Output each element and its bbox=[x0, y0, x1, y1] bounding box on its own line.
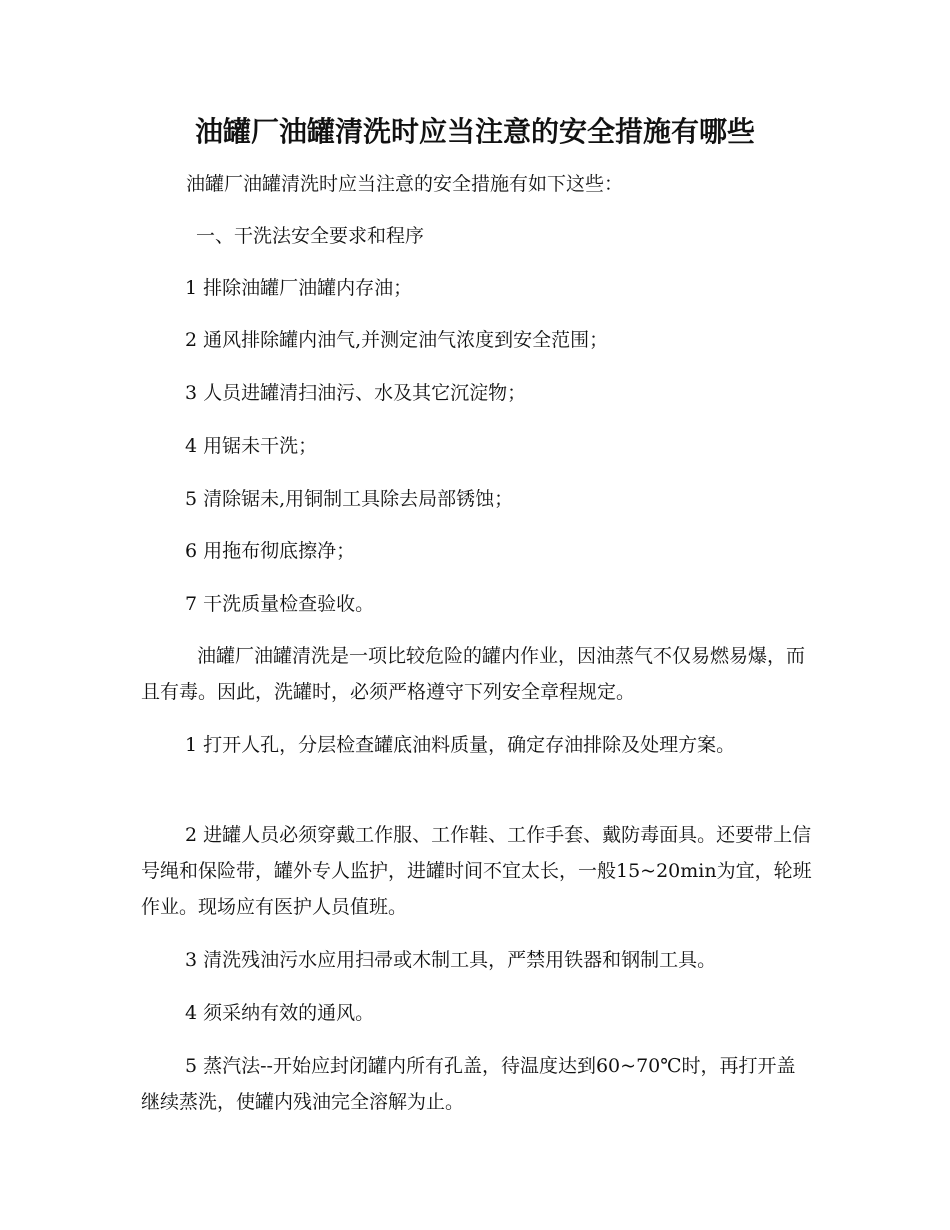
step-5: 5 清除锯未,用铜制工具除去局部锈蚀； bbox=[185, 488, 514, 510]
document-title: 油罐厂油罐清洗时应当注意的安全措施有哪些 bbox=[194, 115, 755, 148]
step-2: 2 通风排除罐内油气,并测定油气浓度到安全范围； bbox=[185, 329, 609, 351]
step-4: 4 用锯未干洗； bbox=[185, 435, 318, 457]
rule-4: 4 须采纳有效的通风。 bbox=[185, 1002, 375, 1024]
intro-line: 油罐厂油罐清洗时应当注意的安全措施有如下这些： bbox=[186, 173, 624, 195]
paragraph-danger-notice: 油罐厂油罐清洗是一项比较危险的罐内作业，因油蒸气不仅易燃易爆，而且有毒。因此，洗罐时，必须严格遵守下列安全章程规定。 bbox=[141, 645, 806, 703]
rule-1: 1 打开人孔，分层检查罐底油料质量，确定存油排除及处理方案。 bbox=[185, 734, 736, 756]
step-7: 7 干洗质量检查验收。 bbox=[185, 593, 375, 615]
step-3: 3 人员进罐清扫油污、水及其它沉淀物； bbox=[185, 382, 527, 404]
rule-2: 2 进罐人员必须穿戴工作服、工作鞋、工作手套、戴防毒面具。还要带上信号绳和保险带，罐外专人监护，进罐时间不宜太长，一般15~20min为宜，轮班作业。现场应有医护人员值班。 bbox=[141, 824, 812, 918]
rule-3: 3 清洗残油污水应用扫帚或木制工具，严禁用铁器和钢制工具。 bbox=[185, 949, 717, 971]
section-heading-dry-wash: 一、干洗法安全要求和程序 bbox=[196, 225, 425, 247]
step-6: 6 用拖布彻底擦净； bbox=[185, 540, 356, 562]
step-1: 1 排除油罐厂油罐内存油； bbox=[185, 277, 413, 299]
rule-5: 5 蒸汽法--开始应封闭罐内所有孔盖，待温度达到60~70℃时，再打开盖继续蒸洗，使罐内残油完全溶解为止。 bbox=[141, 1055, 796, 1113]
